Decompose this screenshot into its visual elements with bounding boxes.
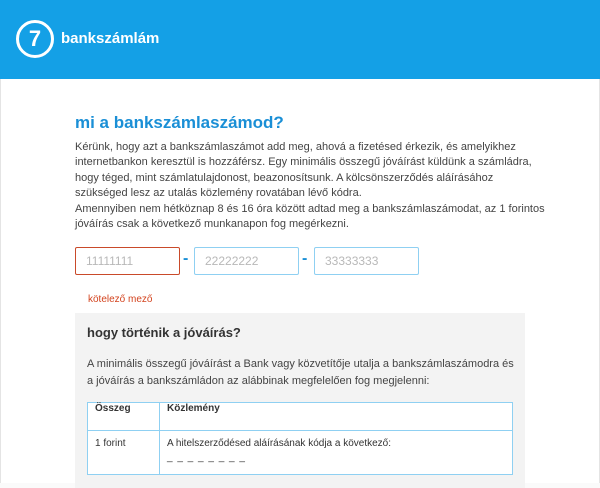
table-row bbox=[88, 431, 513, 475]
page-title: mi a bankszámlaszámod? bbox=[75, 113, 284, 132]
intro-paragraph-2: Amennyiben nem hétköznap 8 és 16 óra között adtad meg a bankszámlaszámodat, az 1 forintos jóváírás csak a következő munkanapon fog megérkezni. bbox=[75, 202, 545, 231]
transfer-info-table bbox=[87, 402, 513, 475]
intro-text bbox=[75, 140, 545, 232]
account-number-field-2[interactable] bbox=[194, 247, 299, 275]
code-placeholder: _ _ _ _ _ _ _ _ bbox=[167, 452, 246, 463]
step-number: 7 bbox=[28, 26, 42, 51]
account-number-field-3[interactable] bbox=[314, 247, 419, 275]
step-number-badge bbox=[16, 20, 54, 58]
note-text: A hitelszerződésed aláírásának kódja a következő: bbox=[167, 438, 392, 449]
account-number-field-1[interactable] bbox=[75, 247, 180, 275]
account-separator-2: - bbox=[302, 250, 308, 267]
account-separator-1: - bbox=[183, 250, 189, 267]
top-header-bar bbox=[0, 0, 600, 79]
column-header-amount: Összeg bbox=[88, 403, 160, 431]
info-text: A minimális összegű jóváírást a Bank vagy közvetítője utalja a bankszámlaszámodra és a jóváírás a bankszámládon az alábbinak megfelelően fog megjelenni: bbox=[87, 358, 514, 387]
info-box bbox=[75, 313, 525, 488]
amount-cell: 1 forint bbox=[88, 431, 160, 475]
header-title: bankszámlám bbox=[61, 30, 160, 47]
info-title: hogy történik a jóváírás? bbox=[87, 325, 241, 340]
table-header-row bbox=[88, 403, 513, 431]
required-field-error: kötelező mező bbox=[88, 294, 153, 305]
note-cell bbox=[160, 431, 513, 475]
intro-paragraph-1: Kérünk, hogy azt a bankszámlaszámot add meg, ahová a fizetésed érkezik, és amelyikhez internetbankon keresztül is hozzáférsz. Egy minimális összegű jóváírást küldünk a számládra, hogy téged, mint számlatulajdonost, beazonosítsunk. A kölcsönszerződés aláírásához szükséged lesz az utalás közlemény rovatában lévő kódra. bbox=[75, 141, 532, 200]
column-header-note: Közlemény bbox=[160, 403, 513, 431]
